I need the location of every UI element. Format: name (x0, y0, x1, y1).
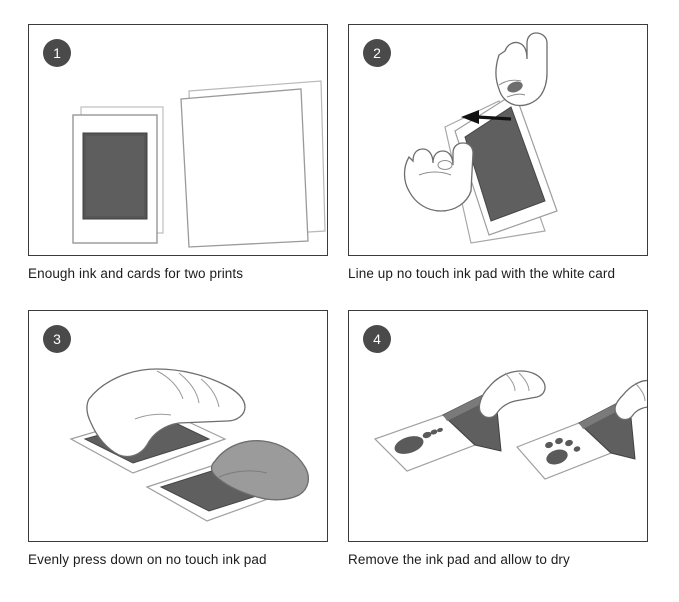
step-cell-4 (348, 310, 650, 578)
step-panel-4 (348, 310, 648, 542)
peeling-ink-pad-reveal-prints-illustration (349, 311, 648, 542)
step-number-badge-4: 4 (363, 325, 391, 353)
step-cell-3 (28, 310, 330, 578)
step-caption-4: Remove the ink pad and allow to dry (348, 552, 570, 567)
hand-aligning-ink-pad-illustration (349, 25, 648, 256)
step-caption-1: Enough ink and cards for two prints (28, 266, 244, 281)
step-panel-1 (28, 24, 328, 256)
step-number-badge-1: 1 (43, 39, 71, 67)
steps-grid (28, 24, 651, 578)
ink-pad-and-two-cards-illustration (29, 25, 328, 256)
step-cell-1 (28, 24, 330, 292)
step-panel-2 (348, 24, 648, 256)
step-number-badge-2: 2 (363, 39, 391, 67)
hand-and-paw-pressing-illustration (29, 311, 328, 542)
step-caption-2: Line up no touch ink pad with the white card (348, 266, 616, 281)
step-number-badge-3: 3 (43, 325, 71, 353)
step-cell-2 (348, 24, 650, 292)
step-caption-3: Evenly press down on no touch ink pad (28, 552, 267, 567)
step-panel-3 (28, 310, 328, 542)
